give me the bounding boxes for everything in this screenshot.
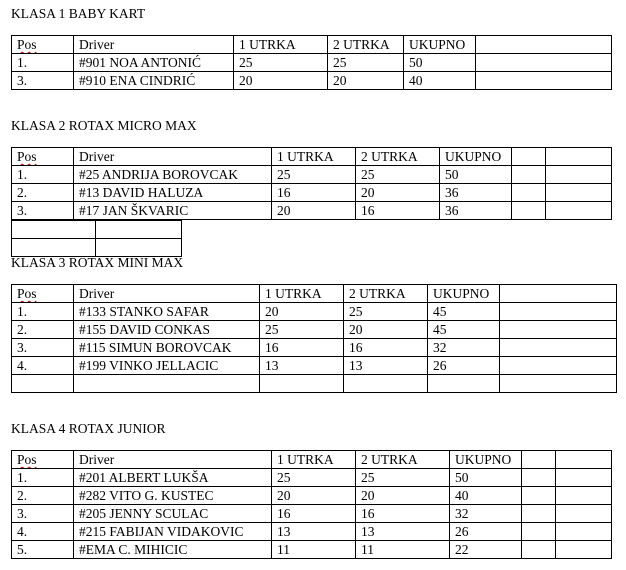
header-race-2: 2 UTRKA [344,285,428,303]
header-race-1: 1 UTRKA [234,36,328,54]
cell-race-1: 13 [260,357,344,375]
cell-total: 50 [404,54,476,72]
cell-pos: 5. [12,541,74,559]
cell-race-2: 25 [328,54,404,72]
cell-race-1: 20 [272,487,356,505]
table-row [12,469,612,487]
cell-total: 45 [428,303,500,321]
cell-total: 50 [450,469,522,487]
table-row [12,321,617,339]
cell-pos: 4. [12,523,74,541]
empty-cell [96,221,182,239]
table-row [12,357,617,375]
cell-empty [556,541,612,559]
cell-total: 26 [450,523,522,541]
cell-empty [500,375,617,393]
cell-empty [500,321,617,339]
cell-driver: #13 DAVID HALUZA [74,184,272,202]
cell-driver: #205 JENNY SCULAC [74,505,272,523]
cell-race-2: 25 [344,303,428,321]
header-empty [556,451,612,469]
cell-empty [344,375,428,393]
header-race-2: 2 UTRKA [356,148,440,166]
cell-driver: #EMA C. MIHICIC [74,541,272,559]
table-header-row [12,36,612,54]
empty-cell [12,221,96,239]
cell-total: 32 [450,505,522,523]
cell-empty [260,375,344,393]
table-row [12,202,612,220]
cell-total: 40 [404,72,476,90]
cell-race-1: 20 [272,202,356,220]
cell-empty [512,184,546,202]
table-row [12,166,612,184]
cell-total: 36 [440,202,512,220]
cell-race-2: 11 [356,541,450,559]
cell-race-1: 11 [272,541,356,559]
cell-race-1: 25 [260,321,344,339]
table-row [12,523,612,541]
cell-empty [556,505,612,523]
header-total: UKUPNO [404,36,476,54]
cell-driver: #133 STANKO SAFAR [74,303,260,321]
cell-empty [556,469,612,487]
cell-pos: 1. [12,54,74,72]
cell-race-1: 20 [234,72,328,90]
header-empty [512,148,546,166]
cell-empty [556,487,612,505]
cell-empty [546,184,612,202]
cell-pos: 4. [12,357,74,375]
empty-cell [12,239,96,257]
cell-empty [500,303,617,321]
header-total: UKUPNO [440,148,512,166]
cell-pos: 1. [12,166,74,184]
header-pos: Pos [12,148,74,166]
header-race-1: 1 UTRKA [260,285,344,303]
cell-pos: 3. [12,339,74,357]
cell-race-2: 13 [356,523,450,541]
header-race-1: 1 UTRKA [272,451,356,469]
cell-race-2: 25 [356,166,440,184]
header-total: UKUPNO [428,285,500,303]
cell-race-2: 20 [356,184,440,202]
cell-pos: 3. [12,72,74,90]
cell-race-2: 20 [344,321,428,339]
cell-empty [546,166,612,184]
header-empty [522,451,556,469]
table-row [12,541,612,559]
cell-driver: #910 ENA CINDRIĆ [74,72,234,90]
header-empty [500,285,617,303]
cell-driver: #215 FABIJAN VIDAKOVIC [74,523,272,541]
header-pos: Pos [12,285,74,303]
empty-row [12,221,182,239]
results-table-klasa-1 [11,35,612,90]
cell-empty [522,523,556,541]
cell-total: 40 [450,487,522,505]
cell-pos: 2. [12,321,74,339]
section-title-klasa-4: KLASA 4 ROTAX JUNIOR [11,421,166,436]
header-driver: Driver [74,451,272,469]
cell-race-2: 16 [356,202,440,220]
cell-race-1: 20 [260,303,344,321]
header-driver: Driver [74,285,260,303]
cell-race-1: 16 [272,184,356,202]
empty-cell [96,239,182,257]
header-race-1: 1 UTRKA [272,148,356,166]
cell-empty [522,469,556,487]
cell-driver: #199 VINKO JELLACIC [74,357,260,375]
cell-empty [512,166,546,184]
section-title-klasa-3: KLASA 3 ROTAX MINI MAX [11,255,184,270]
header-pos: Pos [12,36,74,54]
cell-race-2: 13 [344,357,428,375]
header-race-2: 2 UTRKA [356,451,450,469]
table-row-empty [12,375,617,393]
table-row [12,72,612,90]
results-table-klasa-2 [11,147,612,220]
cell-driver: #25 ANDRIJA BOROVCAK [74,166,272,184]
table-row [12,303,617,321]
cell-empty [476,72,612,90]
cell-race-1: 25 [234,54,328,72]
table-header-row [12,148,612,166]
cell-pos: 2. [12,184,74,202]
cell-driver: #282 VITO G. KUSTEC [74,487,272,505]
cell-empty [428,375,500,393]
cell-empty [522,505,556,523]
empty-cells-block [11,220,182,257]
cell-empty [546,202,612,220]
table-header-row [12,451,612,469]
cell-empty [476,54,612,72]
cell-race-1: 13 [272,523,356,541]
empty-row [12,239,182,257]
cell-pos: 2. [12,487,74,505]
table-row [12,184,612,202]
cell-driver: #115 SIMUN BOROVCAK [74,339,260,357]
header-driver: Driver [74,148,272,166]
cell-empty [512,202,546,220]
table-row [12,54,612,72]
cell-empty [500,357,617,375]
cell-driver: #155 DAVID CONKAS [74,321,260,339]
header-total: UKUPNO [450,451,522,469]
cell-race-2: 20 [328,72,404,90]
results-table-klasa-4 [11,450,612,559]
table-row [12,339,617,357]
cell-pos: 1. [12,469,74,487]
cell-race-2: 16 [344,339,428,357]
cell-total: 26 [428,357,500,375]
cell-empty [500,339,617,357]
cell-total: 45 [428,321,500,339]
table-row [12,505,612,523]
cell-race-1: 25 [272,166,356,184]
cell-race-2: 20 [356,487,450,505]
cell-race-2: 25 [356,469,450,487]
cell-race-1: 16 [260,339,344,357]
cell-empty [556,523,612,541]
cell-driver: #17 JAN ŠKVARIC [74,202,272,220]
table-row [12,487,612,505]
header-empty [546,148,612,166]
cell-driver: #901 NOA ANTONIĆ [74,54,234,72]
cell-empty [12,375,74,393]
cell-pos: 1. [12,303,74,321]
cell-race-1: 16 [272,505,356,523]
section-title-klasa-2: KLASA 2 ROTAX MICRO MAX [11,118,197,133]
cell-total: 32 [428,339,500,357]
cell-pos: 3. [12,202,74,220]
cell-race-2: 16 [356,505,450,523]
header-driver: Driver [74,36,234,54]
header-empty [476,36,612,54]
table-header-row [12,285,617,303]
section-title-klasa-1: KLASA 1 BABY KART [11,6,146,21]
cell-pos: 3. [12,505,74,523]
cell-total: 50 [440,166,512,184]
cell-empty [74,375,260,393]
cell-empty [522,541,556,559]
cell-total: 22 [450,541,522,559]
results-table-klasa-3 [11,284,617,393]
cell-race-1: 25 [272,469,356,487]
header-pos: Pos [12,451,74,469]
header-race-2: 2 UTRKA [328,36,404,54]
cell-empty [522,487,556,505]
cell-total: 36 [440,184,512,202]
cell-driver: #201 ALBERT LUKŠA [74,469,272,487]
